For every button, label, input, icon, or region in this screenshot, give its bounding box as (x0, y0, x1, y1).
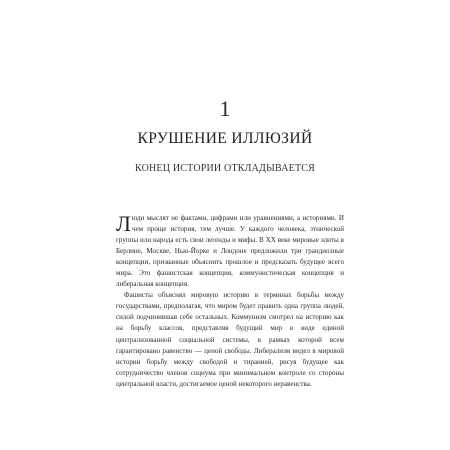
chapter-title: КРУШЕНИЕ ИЛЛЮЗИЙ (137, 130, 313, 147)
chapter-number: 1 (219, 96, 231, 121)
chapter-subtitle: КОНЕЦ ИСТОРИИ ОТКЛАДЫВАЕТСЯ (134, 163, 316, 174)
paragraph-1-text: юди мыслят не фактами, цифрами или уравнениями, а историями. И чем проще история, тем лучше. У каждого человека, этнической группы или народа есть свои легенды и мифы. В XX веке мировые элиты в Берлине, Москве, Нью-Йорке и Лондоне предложили три грандиозные концепции, призванные объяснить прошлое и предсказать будущее всего мира. Это фашистская концепция, коммунистическая концепция и либеральная концепция. (116, 214, 344, 289)
body-text (116, 213, 344, 390)
paragraph-2: Фашисты объяснял мировую историю в терминах борьбы между государствами, предполагая, что миром будет править одна группа людей, силой подчинившая себе остальных. Коммунизм смотрел на историю как на борьбу классов, представляя будущий мир в виде единой централизованной социальной системы, в рамках которой всем гарантировано равенство — ценой свободы. Либерализм видел в мировой истории борьбу между свободой и тиранией, рисуя будущее как сотрудничество членов социума при минимальном контроле со стороны центральной власти, достигаемое ценой некоторого неравенства. (116, 291, 344, 388)
paragraph-1 (116, 213, 344, 290)
drop-cap: Л (116, 211, 131, 236)
